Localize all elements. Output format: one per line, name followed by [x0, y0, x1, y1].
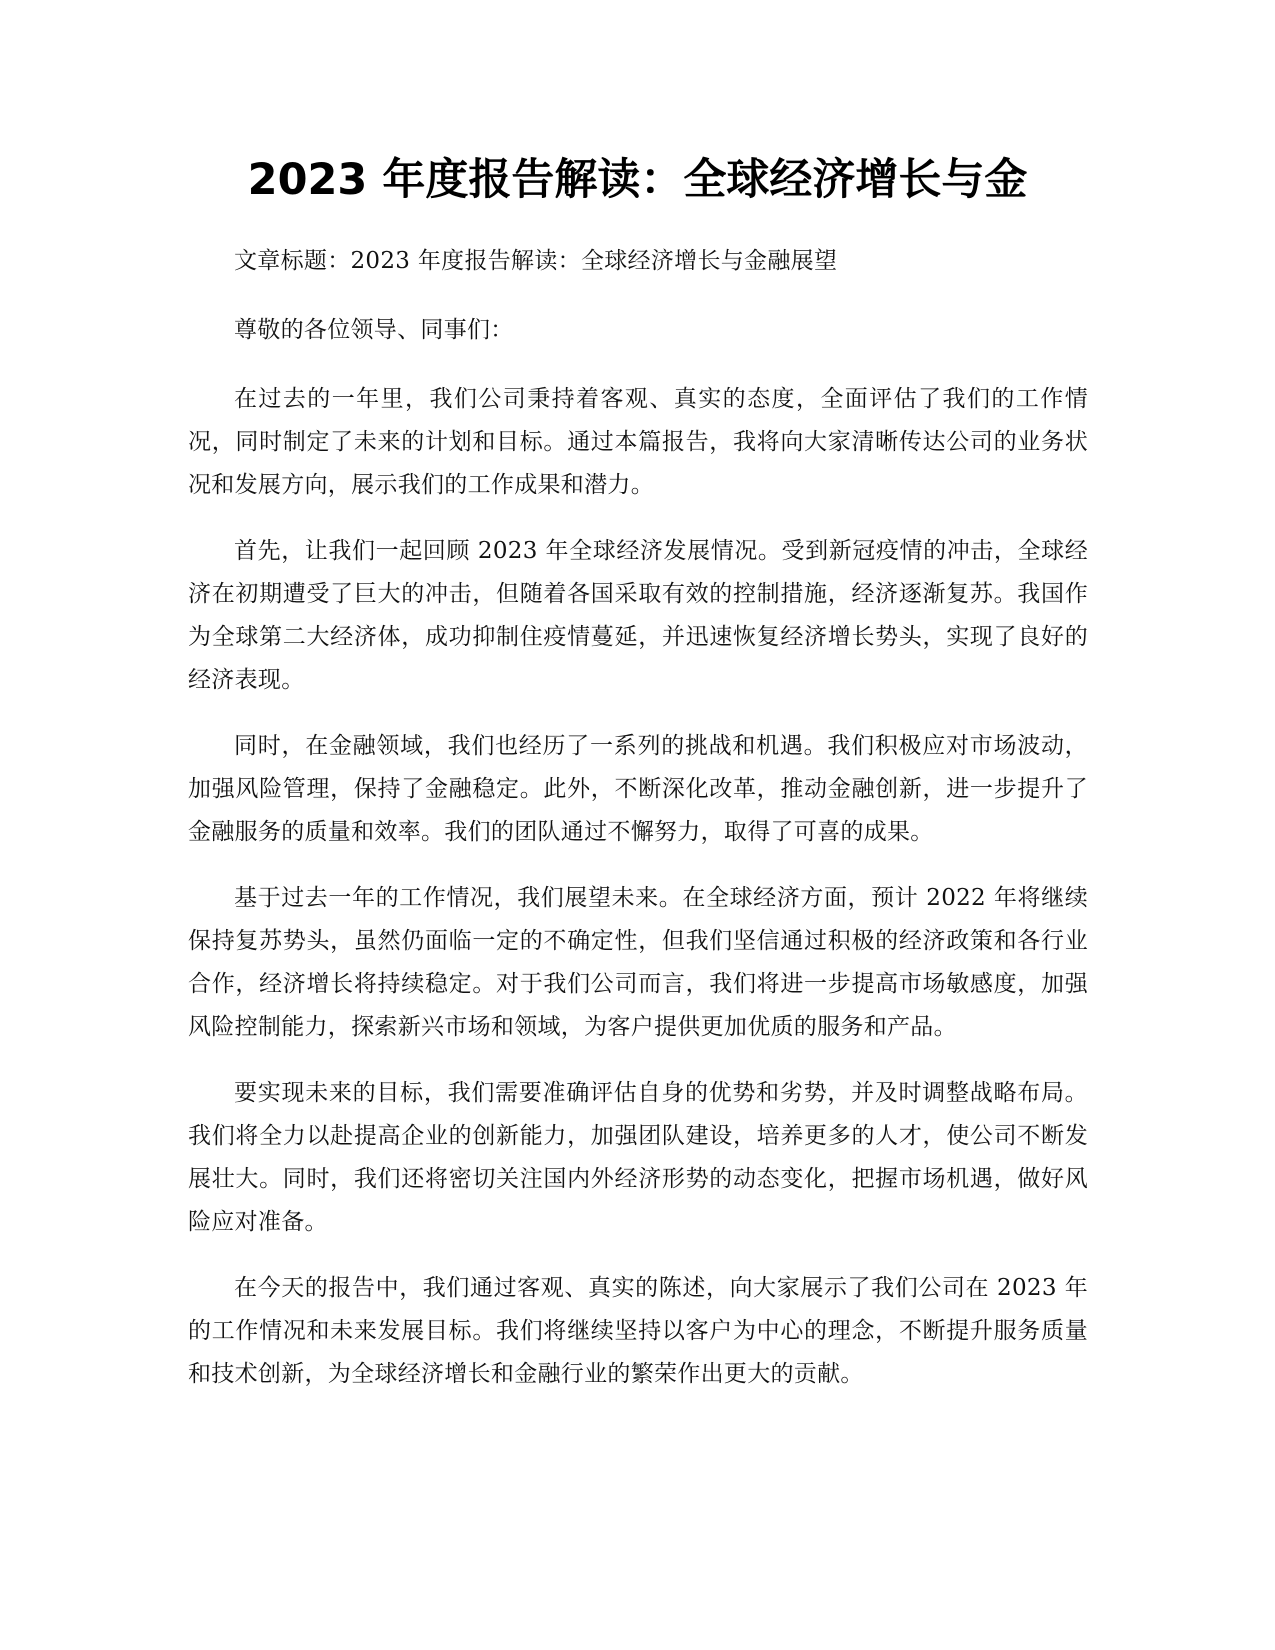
document-title: 2023 年度报告解读：全球经济增长与金	[247, 155, 1028, 205]
paragraph-conclusion: 在今天的报告中，我们通过客观、真实的陈述，向大家展示了我们公司在 2023 年的工作情况和未来发展目标。我们将继续坚持以客户为中心的理念，不断提升服务质量和技术创新，为全球经济增长和金融行业的繁荣作出更大的贡献。	[188, 1275, 1088, 1387]
document-body	[188, 240, 1088, 1419]
paragraph-intro: 在过去的一年里，我们公司秉持着客观、真实的态度，全面评估了我们的工作情况，同时制定了未来的计划和目标。通过本篇报告，我将向大家清晰传达公司的业务状况和发展方向，展示我们的工作成果和潜力。	[188, 386, 1088, 498]
salutation: 尊敬的各位领导、同事们：	[234, 317, 514, 343]
paragraph-finance: 同时，在金融领域，我们也经历了一系列的挑战和机遇。我们积极应对市场波动，加强风险管理，保持了金融稳定。此外，不断深化改革，推动金融创新，进一步提升了金融服务的质量和效率。我们的团队通过不懈努力，取得了可喜的成果。	[188, 733, 1088, 845]
paragraph-strategy: 要实现未来的目标，我们需要准确评估自身的优势和劣势，并及时调整战略布局。我们将全力以赴提高企业的创新能力，加强团队建设，培养更多的人才，使公司不断发展壮大。同时，我们还将密切关注国内外经济形势的动态变化，把握市场机遇，做好风险应对准备。	[188, 1080, 1088, 1235]
paragraph-outlook: 基于过去一年的工作情况，我们展望未来。在全球经济方面，预计 2022 年将继续保持复苏势头，虽然仍面临一定的不确定性，但我们坚信通过积极的经济政策和各行业合作，经济增长将持续稳定。对于我们公司而言，我们将进一步提高市场敏感度，加强风险控制能力，探索新兴市场和领域，为客户提供更加优质的服务和产品。	[188, 885, 1088, 1040]
paragraph-economy-review: 首先，让我们一起回顾 2023 年全球经济发展情况。受到新冠疫情的冲击，全球经济在初期遭受了巨大的冲击，但随着各国采取有效的控制措施，经济逐渐复苏。我国作为全球第二大经济体，成功抑制住疫情蔓延，并迅速恢复经济增长势头，实现了良好的经济表现。	[188, 538, 1088, 693]
article-title-line: 文章标题：2023 年度报告解读：全球经济增长与金融展望	[234, 248, 838, 274]
